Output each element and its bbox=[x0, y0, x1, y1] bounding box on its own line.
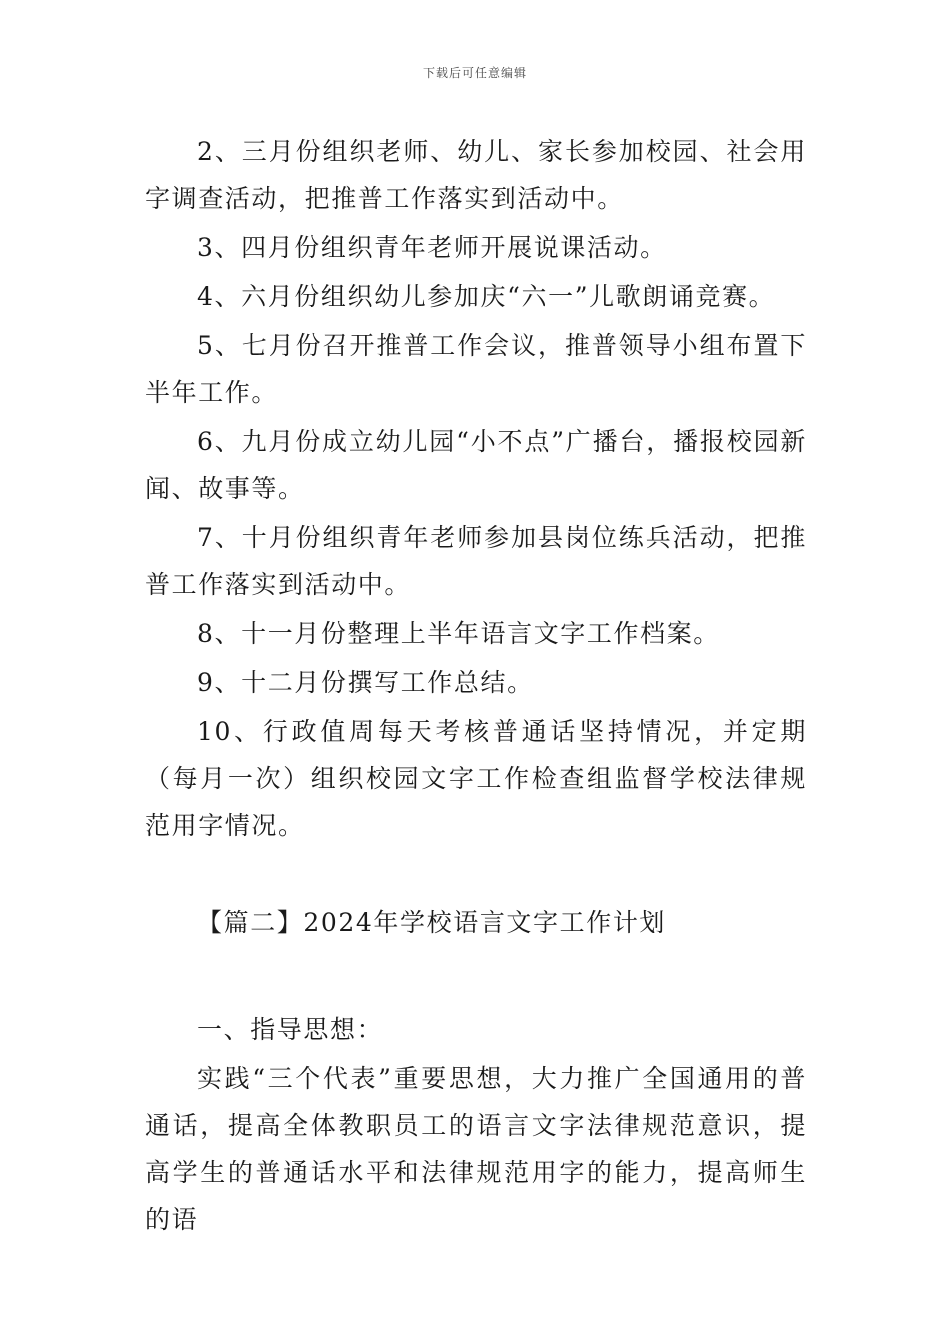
paragraph-item-10: 10、行政值周每天考核普通话坚持情况，并定期（每月一次）组织校园文字工作检查组监督学校法律规范用字情况。 bbox=[145, 717, 807, 840]
paragraph-item-7: 7、十月份组织青年老师参加县岗位练兵活动，把推普工作落实到活动中。 bbox=[145, 523, 807, 599]
paragraph-item-2: 2、三月份组织老师、幼儿、家长参加校园、社会用字调查活动，把推普工作落实到活动中。 bbox=[145, 137, 807, 213]
paragraph-item-9: 9、十二月份撰写工作总结。 bbox=[197, 668, 534, 697]
paragraph-item-8: 8、十一月份整理上半年语言文字工作档案。 bbox=[197, 619, 720, 648]
paragraph-item-3: 3、四月份组织青年老师开展说课活动。 bbox=[197, 233, 667, 262]
paragraph-item-6: 6、九月份成立幼儿园“小不点”广播台，播报校园新闻、故事等。 bbox=[145, 427, 807, 503]
header-note: 下载后可任意编辑 bbox=[422, 66, 527, 80]
section-title: 【篇二】2024年学校语言文字工作计划 bbox=[197, 908, 667, 937]
paragraph-item-4: 4、六月份组织幼儿参加庆“六一”儿歌朗诵竞赛。 bbox=[197, 282, 776, 311]
section-body-paragraph: 实践“三个代表”重要思想，大力推广全国通用的普通话，提高全体教职员工的语言文字法律规范意识，提高学生的普通话水平和法律规范用字的能力，提高师生的语 bbox=[145, 1064, 807, 1234]
paragraph-item-5: 5、七月份召开推普工作会议，推普领导小组布置下半年工作。 bbox=[145, 331, 807, 407]
document-body bbox=[145, 128, 807, 1245]
section-subheading: 一、指导思想： bbox=[197, 1015, 384, 1044]
